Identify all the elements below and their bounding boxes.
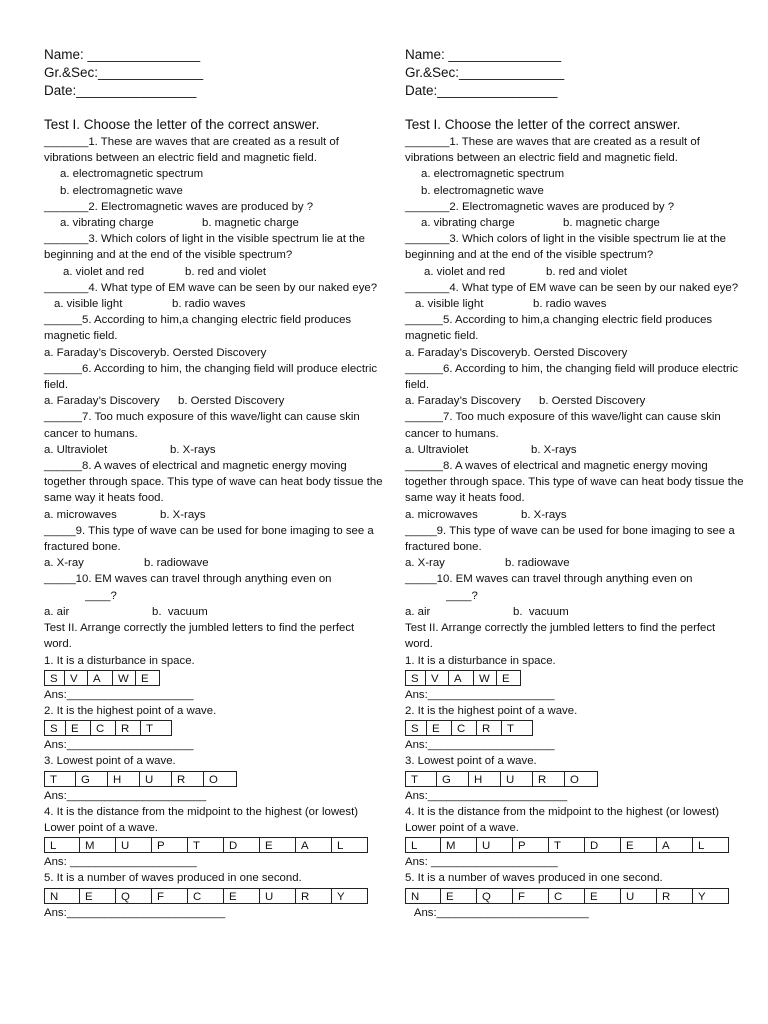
letter-cell: E [584,888,621,904]
question-1-option-b: b. electromagnetic wave [60,184,183,197]
letter-cell: M [79,837,116,853]
letter-cell: E [620,837,657,853]
question-6-options [405,393,745,409]
letter-cell: S [44,670,65,686]
option-a: a. Faraday’s Discovery [405,395,521,408]
question-3: _______3. Which colors of light in the visible spectrum lie at the beginning and at the end of the visible spectrum? [405,233,727,262]
jumble-2-question: 2. It is the highest point of a wave. [405,704,578,717]
test2-title: Test II. Arrange correctly the jumbled letters to find the perfect word. [405,622,716,651]
letter-cell: U [115,837,152,853]
jumble-4-question: 4. It is the distance from the midpoint to the highest (or lowest) Lower point of a wave. [44,805,359,834]
question-9-options [44,555,384,571]
letter-cell: Q [476,888,513,904]
question-6: ______6. According to him, the changing field will produce electric field. [405,362,739,392]
option-b: b. vacuum [152,605,208,618]
jumble-3-letters [44,771,384,787]
letter-cell: E [496,670,521,686]
letter-cell: L [44,837,80,853]
jumble-1-letters [44,670,384,686]
option-a: a. violet and red [63,265,145,278]
jumble-2-letters [405,720,745,736]
option-b: b. magnetic charge [202,217,299,230]
option-a: a. vibrating charge [60,217,154,230]
date-line: Date:________________ [44,83,197,98]
option-b: b. X-rays [531,443,577,456]
name-line: Name: _______________ [405,47,562,62]
option-a: a. Faraday’s Discovery [44,395,160,408]
name-line: Name: _______________ [44,47,201,62]
letter-cell: E [259,837,296,853]
jumble-2-letters [44,720,384,736]
option-a: a. microwaves [405,508,478,521]
letter-cell: P [512,837,549,853]
question-10-blank: ____? [405,589,478,602]
question-8-options [405,507,745,523]
letter-cell: T [140,720,172,736]
letter-cell: C [90,720,116,736]
letter-cell: E [65,720,91,736]
letter-cell: G [436,771,469,787]
question-3-options [44,264,384,280]
jumble-1-answer-line: Ans:____________________ [405,688,555,701]
test1-title: Test I. Choose the letter of the correct answer. [405,117,681,132]
option-b: b. radio waves [533,298,607,311]
question-1: _______1. These are waves that are created as a result of vibrations between an electric field and magnetic field. [405,136,700,165]
jumble-2-answer-line: Ans:____________________ [405,739,555,752]
question-10-options [44,604,384,620]
option-a: a. microwaves [44,508,117,521]
letter-cell: C [548,888,585,904]
question-5-options [405,345,745,361]
option-a: a. Faraday’s Discovery [405,346,521,359]
test1-title: Test I. Choose the letter of the correct answer. [44,117,320,132]
jumble-5-letters [44,888,384,904]
letter-cell: L [692,837,729,853]
question-7-options [405,442,745,458]
letter-cell: U [620,888,657,904]
question-10: _____10. EM waves can travel through anything even on [44,573,332,586]
letter-cell: A [656,837,693,853]
letter-cell: R [295,888,332,904]
question-9-options [405,555,745,571]
letter-cell: M [440,837,477,853]
option-a: a. violet and red [424,265,506,278]
letter-cell: Y [692,888,729,904]
jumble-3-question: 3. Lowest point of a wave. [405,755,537,768]
option-b: b. X-rays [521,508,567,521]
letter-cell: R [171,771,204,787]
letter-cell: C [451,720,477,736]
option-b: b. vacuum [513,605,569,618]
jumble-4-letters [405,837,745,853]
option-b: b. Oersted Discovery [178,395,285,408]
option-b: b. red and violet [546,265,628,278]
question-3: _______3. Which colors of light in the visible spectrum lie at the beginning and at the end of the visible spectrum? [44,233,366,262]
test2-title: Test II. Arrange correctly the jumbled letters to find the perfect word. [44,622,355,651]
jumble-1-question: 1. It is a disturbance in space. [405,654,556,667]
question-6-options [44,393,384,409]
grade-section-line: Gr.&Sec:______________ [44,65,204,80]
letter-cell: T [501,720,533,736]
letter-cell: E [426,720,452,736]
question-6: ______6. According to him, the changing field will produce electric field. [44,362,378,392]
question-5-options [44,345,384,361]
option-b: b. Oersted Discovery [521,346,628,359]
option-a: a. air [405,605,431,618]
letter-cell: S [405,670,426,686]
letter-cell: C [187,888,224,904]
question-2: _______2. Electromagnetic waves are produced by ? [44,200,314,213]
letter-cell: T [44,771,76,787]
date-line: Date:________________ [405,83,558,98]
option-b: b. red and violet [185,265,267,278]
letter-cell: A [295,837,332,853]
jumble-4-letters [44,837,384,853]
letter-cell: D [584,837,621,853]
jumble-5-answer-line: Ans:________________________ [405,906,589,919]
question-1: _______1. These are waves that are created as a result of vibrations between an electric field and magnetic field. [44,136,339,165]
jumble-2-question: 2. It is the highest point of a wave. [44,704,217,717]
question-9: _____9. This type of wave can be used for bone imaging to see a fractured bone. [405,524,735,554]
question-7: ______7. Too much exposure of this wave/light can cause skin cancer to humans. [405,411,721,440]
letter-cell: R [532,771,565,787]
option-a: a. visible light [415,298,484,311]
question-3-options [405,264,745,280]
letter-cell: H [107,771,140,787]
grade-section-line: Gr.&Sec:______________ [405,65,565,80]
question-5: ______5. According to him,a changing electric field produces magnetic field. [44,314,352,343]
letter-cell: Q [115,888,152,904]
question-7-options [44,442,384,458]
question-10-options [405,604,745,620]
letter-cell: T [548,837,585,853]
letter-cell: T [405,771,437,787]
letter-cell: U [259,888,296,904]
question-8: ______8. A waves of electrical and magnetic energy moving together through space. This type of wave can heat body tissue the same way it heats food. [44,460,383,505]
letter-cell: U [139,771,172,787]
jumble-4-answer-line: Ans: ____________________ [405,856,558,869]
letter-cell: R [115,720,141,736]
jumble-3-answer-line: Ans:______________________ [405,789,568,802]
letter-cell: F [151,888,188,904]
letter-cell: S [44,720,66,736]
letter-cell: V [425,670,449,686]
letter-cell: P [151,837,188,853]
option-a: a. Faraday’s Discovery [44,346,160,359]
question-2: _______2. Electromagnetic waves are produced by ? [405,200,675,213]
option-a: a. air [44,605,70,618]
option-b: b. X-rays [160,508,206,521]
letter-cell: S [405,720,427,736]
letter-cell: E [135,670,160,686]
question-2-options [44,215,384,231]
question-8-options [44,507,384,523]
option-a: a. X-ray [405,557,445,570]
jumble-4-question: 4. It is the distance from the midpoint to the highest (or lowest) Lower point of a wave. [405,805,720,834]
jumble-4-answer-line: Ans: ____________________ [44,856,197,869]
letter-cell: D [223,837,260,853]
letter-cell: F [512,888,549,904]
letter-cell: U [500,771,533,787]
letter-cell: E [440,888,477,904]
question-4: _______4. What type of EM wave can be seen by our naked eye? [44,281,378,294]
option-a: a. Ultraviolet [44,443,108,456]
option-b: b. magnetic charge [563,217,660,230]
letter-cell: E [223,888,260,904]
jumble-5-letters [405,888,745,904]
question-7: ______7. Too much exposure of this wave/light can cause skin cancer to humans. [44,411,360,440]
letter-cell: Y [331,888,368,904]
letter-cell: H [468,771,501,787]
jumble-5-question: 5. It is a number of waves produced in one second. [44,872,302,885]
jumble-3-question: 3. Lowest point of a wave. [44,755,176,768]
letter-cell: L [331,837,368,853]
letter-cell: E [79,888,116,904]
option-b: b. radiowave [144,557,209,570]
letter-cell: A [87,670,113,686]
worksheet-right [405,46,745,921]
jumble-3-letters [405,771,745,787]
question-4-options [405,296,745,312]
letter-cell: L [405,837,441,853]
option-a: a. visible light [54,298,123,311]
question-9: _____9. This type of wave can be used for bone imaging to see a fractured bone. [44,524,374,554]
question-5: ______5. According to him,a changing electric field produces magnetic field. [405,314,713,343]
letter-cell: W [473,670,497,686]
letter-cell: R [476,720,502,736]
option-a: a. vibrating charge [421,217,515,230]
jumble-1-question: 1. It is a disturbance in space. [44,654,195,667]
letter-cell: N [44,888,80,904]
jumble-5-question: 5. It is a number of waves produced in one second. [405,872,663,885]
question-2-options [405,215,745,231]
jumble-2-answer-line: Ans:____________________ [44,739,194,752]
letter-cell: V [64,670,88,686]
worksheet-left [44,46,384,921]
option-b: b. X-rays [170,443,216,456]
option-a: a. X-ray [44,557,84,570]
letter-cell: A [448,670,474,686]
jumble-5-answer-line: Ans:_________________________ [44,906,226,919]
letter-cell: G [75,771,108,787]
question-1-option-a: a. electromagnetic spectrum [60,168,204,181]
question-4: _______4. What type of EM wave can be seen by our naked eye? [405,281,739,294]
jumble-3-answer-line: Ans:______________________ [44,789,207,802]
option-b: b. radiowave [505,557,570,570]
question-10-blank: ____? [44,589,117,602]
letter-cell: R [656,888,693,904]
option-b: b. Oersted Discovery [539,395,646,408]
jumble-1-answer-line: Ans:____________________ [44,688,194,701]
question-8: ______8. A waves of electrical and magnetic energy moving together through space. This type of wave can heat body tissue the same way it heats food. [405,460,744,505]
letter-cell: O [564,771,598,787]
option-b: b. Oersted Discovery [160,346,267,359]
question-1-option-a: a. electromagnetic spectrum [421,168,565,181]
question-10: _____10. EM waves can travel through anything even on [405,573,693,586]
letter-cell: O [203,771,237,787]
letter-cell: N [405,888,441,904]
option-a: a. Ultraviolet [405,443,469,456]
question-4-options [44,296,384,312]
question-1-option-b: b. electromagnetic wave [421,184,544,197]
letter-cell: T [187,837,224,853]
letter-cell: U [476,837,513,853]
jumble-1-letters [405,670,745,686]
option-b: b. radio waves [172,298,246,311]
letter-cell: W [112,670,136,686]
